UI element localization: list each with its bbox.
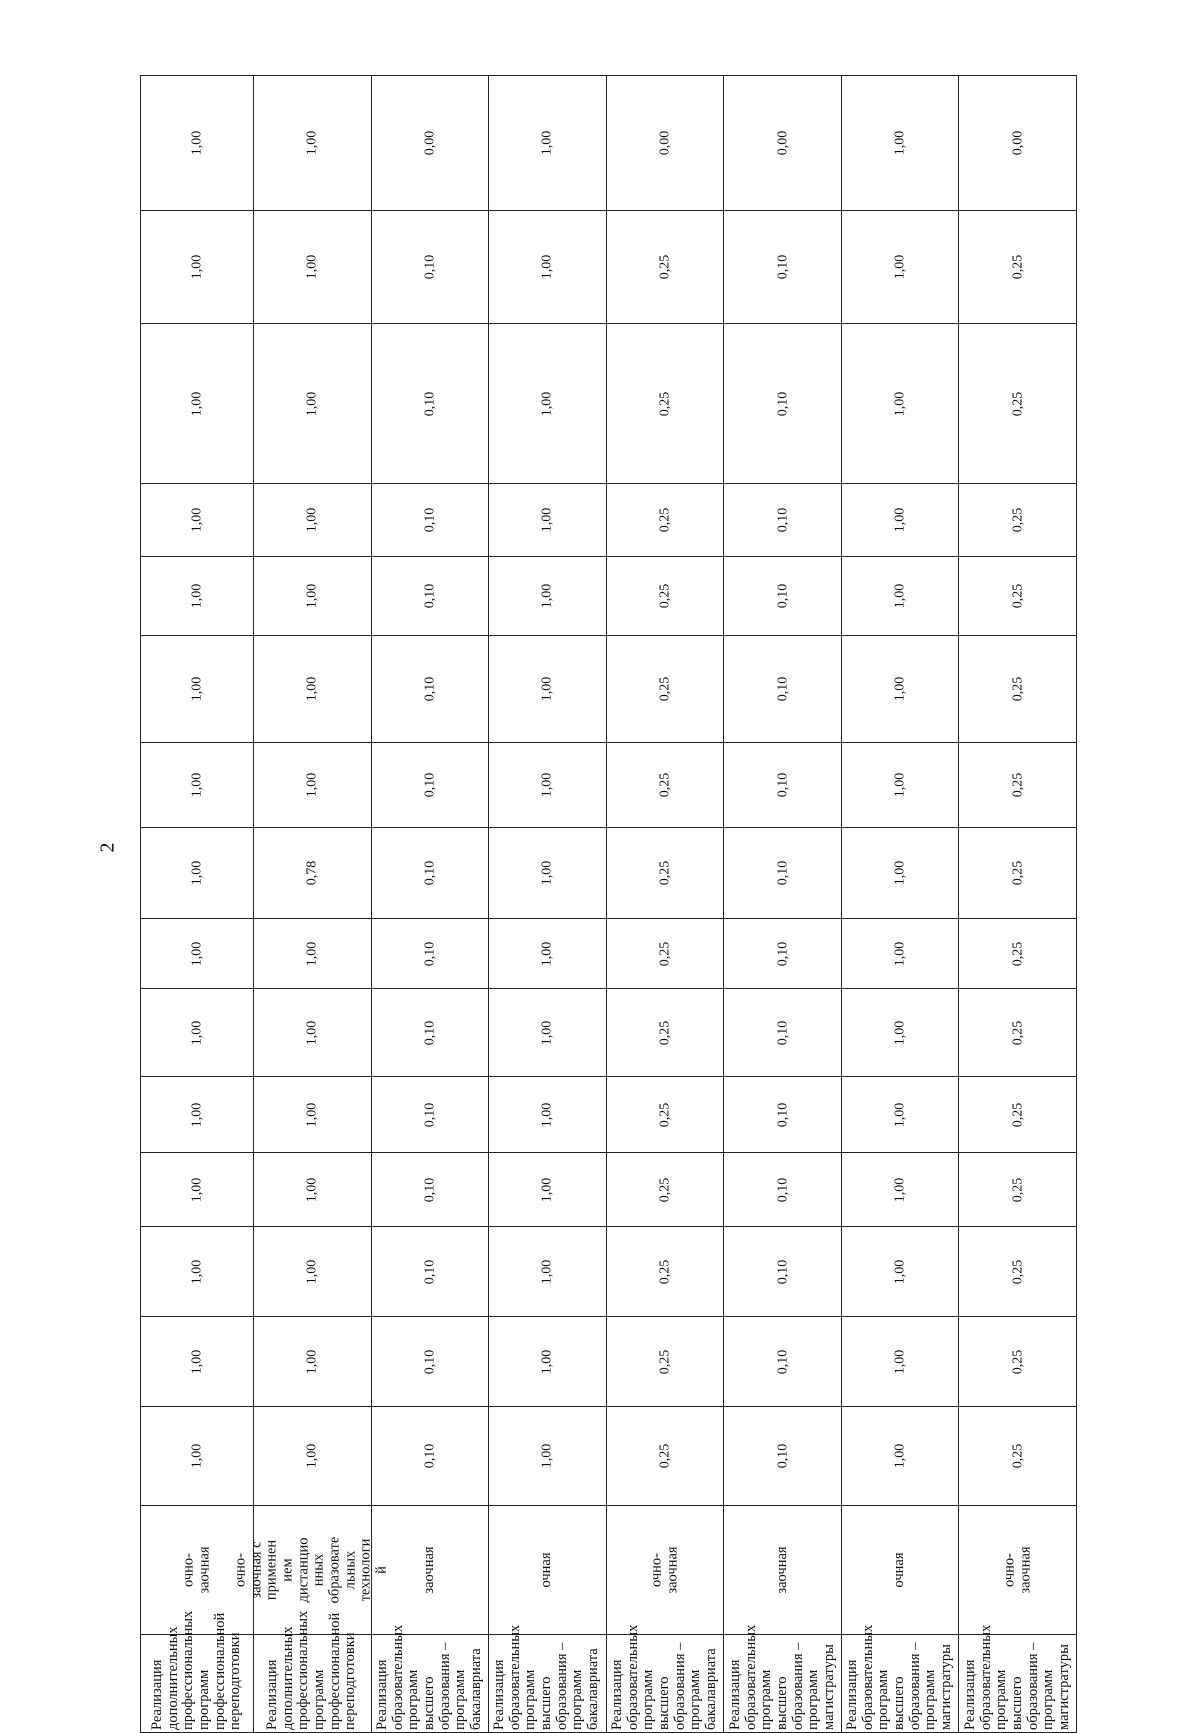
value-cell <box>371 919 489 989</box>
value-cell <box>724 1077 842 1153</box>
value-cell <box>371 1153 489 1227</box>
value-cell <box>489 484 607 557</box>
value: 1,00 <box>892 1177 908 1202</box>
value: 0,10 <box>422 1020 438 1045</box>
value-cell <box>254 484 372 557</box>
study-form: очно- заочная с применен ием дистанцио нных образовате льных технологи й <box>233 1536 390 1604</box>
value-cell <box>724 324 842 484</box>
value: 0,25 <box>657 1020 673 1045</box>
table-row <box>141 324 1077 484</box>
value-cell <box>489 1077 607 1153</box>
table-row <box>141 1317 1077 1407</box>
value-cell <box>959 76 1077 211</box>
value: 0,10 <box>774 941 790 966</box>
study-form: заочная <box>773 1546 790 1594</box>
study-form: очная <box>891 1552 908 1588</box>
value-cell <box>606 636 724 743</box>
value-cell <box>959 484 1077 557</box>
page-number: 2 <box>96 842 119 853</box>
value: 1,00 <box>304 1443 320 1469</box>
table-row <box>141 919 1077 989</box>
program-name-cell <box>959 1624 1077 1733</box>
value: 0,25 <box>657 254 673 280</box>
value-cell <box>724 743 842 828</box>
coefficient-table <box>140 75 1077 1733</box>
value: 1,00 <box>892 391 908 416</box>
value-cell <box>841 1153 959 1227</box>
value-cell <box>371 484 489 557</box>
value-cell <box>606 1153 724 1227</box>
value: 1,00 <box>304 1349 320 1374</box>
table-row <box>141 1407 1077 1506</box>
value-cell <box>724 636 842 743</box>
table-row <box>141 1635 1077 1733</box>
value: 0,78 <box>304 860 320 886</box>
value-cell <box>606 76 724 211</box>
value: 1,00 <box>189 772 205 798</box>
value: 1,00 <box>304 254 320 280</box>
value: 0,10 <box>774 1020 790 1045</box>
value-cell <box>489 1227 607 1317</box>
value: 0,25 <box>657 507 673 533</box>
value-cell <box>141 1407 254 1506</box>
value-cell <box>724 211 842 324</box>
value: 1,00 <box>539 583 555 609</box>
value-cell <box>141 828 254 919</box>
value: 1,00 <box>304 1259 320 1284</box>
value: 1,00 <box>304 130 320 156</box>
value: 0,10 <box>422 1102 438 1127</box>
table-row <box>141 1227 1077 1317</box>
value-cell <box>959 636 1077 743</box>
value-cell <box>254 211 372 324</box>
value-cell <box>724 76 842 211</box>
program-name-cell <box>489 1624 607 1733</box>
value: 1,00 <box>304 676 320 702</box>
value-cell <box>841 989 959 1077</box>
value-cell <box>724 828 842 919</box>
value-cell <box>724 919 842 989</box>
table-row <box>141 636 1077 743</box>
value: 0,00 <box>657 130 673 156</box>
value-cell <box>606 1407 724 1506</box>
value: 0,10 <box>422 507 438 533</box>
value-cell <box>959 1077 1077 1153</box>
value: 1,00 <box>304 941 320 966</box>
value: 0,25 <box>1010 1020 1026 1045</box>
study-form: заочная <box>421 1546 438 1594</box>
value-cell <box>606 743 724 828</box>
value-cell <box>724 557 842 636</box>
table-row <box>141 1077 1077 1153</box>
value: 1,00 <box>189 130 205 156</box>
value-cell <box>841 1407 959 1506</box>
value-cell <box>724 1153 842 1227</box>
value-cell <box>724 1227 842 1317</box>
value: 1,00 <box>189 860 205 886</box>
value: 0,10 <box>422 1443 438 1469</box>
value-cell <box>489 1407 607 1506</box>
table-row <box>141 557 1077 636</box>
value: 0,10 <box>774 583 790 609</box>
value: 0,10 <box>422 1177 438 1202</box>
program-name-cell <box>606 1624 724 1733</box>
value-cell <box>371 211 489 324</box>
value: 1,00 <box>892 507 908 533</box>
value: 0,10 <box>422 860 438 886</box>
value: 0,25 <box>657 772 673 798</box>
value: 1,00 <box>304 1102 320 1127</box>
study-form-cell <box>489 1506 607 1635</box>
value: 0,10 <box>774 676 790 702</box>
value: 0,25 <box>657 1177 673 1202</box>
value-cell <box>371 989 489 1077</box>
value-cell <box>606 828 724 919</box>
program-name: Реализация образовательных программ высшего образования – программ магистратуры <box>726 1624 837 1730</box>
value: 1,00 <box>189 583 205 609</box>
program-name: Реализация образовательных программ высшего образования – программ магистратуры <box>844 1624 955 1730</box>
value-cell <box>959 743 1077 828</box>
value-cell <box>254 989 372 1077</box>
value-cell <box>841 484 959 557</box>
value-cell <box>606 1227 724 1317</box>
value-cell <box>141 1317 254 1407</box>
value: 1,00 <box>892 1259 908 1284</box>
program-name: Реализация образовательных программ высшего образования – программ бакалавриата <box>609 1624 720 1730</box>
value: 0,25 <box>657 583 673 609</box>
value: 0,10 <box>422 254 438 280</box>
value: 0,10 <box>774 1349 790 1374</box>
value-cell <box>959 1317 1077 1407</box>
value: 1,00 <box>189 1259 205 1284</box>
value-cell <box>489 76 607 211</box>
value-cell <box>606 211 724 324</box>
value: 0,25 <box>657 941 673 966</box>
value-cell <box>841 211 959 324</box>
value-cell <box>724 1317 842 1407</box>
value-cell <box>254 557 372 636</box>
value-cell <box>141 76 254 211</box>
value: 1,00 <box>189 391 205 416</box>
value: 0,25 <box>657 1443 673 1469</box>
value: 1,00 <box>304 391 320 416</box>
value: 0,10 <box>774 860 790 886</box>
value-cell <box>489 989 607 1077</box>
value: 0,25 <box>657 1102 673 1127</box>
value: 1,00 <box>539 772 555 798</box>
value-cell <box>959 919 1077 989</box>
value-cell <box>606 1317 724 1407</box>
value: 0,25 <box>1010 1259 1026 1284</box>
value: 1,00 <box>892 254 908 280</box>
value: 1,00 <box>539 1102 555 1127</box>
program-name: Реализация дополнительных профессиональных программ профессиональной переподготовки <box>149 1610 244 1730</box>
program-name-cell <box>724 1624 842 1733</box>
value: 0,25 <box>657 391 673 416</box>
table-row <box>141 828 1077 919</box>
value-cell <box>489 919 607 989</box>
value-cell <box>254 828 372 919</box>
value-cell <box>841 1227 959 1317</box>
value: 1,00 <box>189 507 205 533</box>
study-form-cell <box>371 1506 489 1635</box>
value-cell <box>141 557 254 636</box>
value: 0,25 <box>657 1349 673 1374</box>
value: 0,10 <box>774 1177 790 1202</box>
value: 1,00 <box>189 1443 205 1469</box>
value-cell <box>489 324 607 484</box>
value-cell <box>371 636 489 743</box>
value-cell <box>959 1227 1077 1317</box>
value-cell <box>254 919 372 989</box>
value: 0,10 <box>422 391 438 416</box>
study-form: очная <box>538 1552 555 1588</box>
value: 0,25 <box>1010 1443 1026 1469</box>
value-cell <box>841 324 959 484</box>
value-cell <box>141 636 254 743</box>
value-cell <box>959 989 1077 1077</box>
value: 0,25 <box>1010 676 1026 702</box>
value-cell <box>371 743 489 828</box>
value-cell <box>141 324 254 484</box>
value: 1,00 <box>892 583 908 609</box>
value-cell <box>841 1077 959 1153</box>
value: 0,25 <box>1010 1102 1026 1127</box>
program-name: Реализация дополнительных профессиональных программ профессиональной переподготовки <box>264 1610 359 1730</box>
value: 0,25 <box>657 860 673 886</box>
study-form: очно- заочная <box>1001 1546 1033 1594</box>
value: 0,10 <box>774 254 790 280</box>
value-cell <box>724 1407 842 1506</box>
value-cell <box>841 557 959 636</box>
value: 1,00 <box>539 676 555 702</box>
value-cell <box>841 1317 959 1407</box>
value: 0,25 <box>1010 941 1026 966</box>
value-cell <box>959 1407 1077 1506</box>
value: 1,00 <box>892 772 908 798</box>
value-cell <box>254 1407 372 1506</box>
value: 0,10 <box>774 772 790 798</box>
study-form-cell <box>606 1506 724 1635</box>
study-form-cell <box>841 1506 959 1635</box>
value: 0,25 <box>657 676 673 702</box>
value: 1,00 <box>539 1443 555 1469</box>
value: 0,10 <box>774 507 790 533</box>
value: 1,00 <box>539 1177 555 1202</box>
value: 1,00 <box>304 772 320 798</box>
value-cell <box>254 1153 372 1227</box>
value: 1,00 <box>539 254 555 280</box>
value-cell <box>959 557 1077 636</box>
value-cell <box>254 636 372 743</box>
study-form: очно- заочная <box>180 1546 213 1594</box>
value: 1,00 <box>304 1177 320 1202</box>
value-cell <box>841 828 959 919</box>
study-form: очно- заочная <box>648 1546 680 1594</box>
value: 1,00 <box>189 254 205 280</box>
value: 0,10 <box>422 583 438 609</box>
table-row <box>141 76 1077 211</box>
value-cell <box>254 1227 372 1317</box>
value-cell <box>724 989 842 1077</box>
value: 1,00 <box>539 860 555 886</box>
value: 1,00 <box>892 1020 908 1045</box>
program-name: Реализация образовательных программ высшего образования – программ бакалавриата <box>491 1624 602 1730</box>
value: 1,00 <box>892 1443 908 1469</box>
program-name-cell <box>371 1624 489 1733</box>
value: 0,10 <box>422 941 438 966</box>
value: 1,00 <box>892 941 908 966</box>
value: 1,00 <box>304 1020 320 1045</box>
value-cell <box>254 324 372 484</box>
value: 1,00 <box>189 941 205 966</box>
value: 1,00 <box>189 1349 205 1374</box>
value: 0,10 <box>422 772 438 798</box>
value-cell <box>141 989 254 1077</box>
value-cell <box>141 919 254 989</box>
value-cell <box>959 324 1077 484</box>
value: 0,10 <box>774 391 790 416</box>
table-row <box>141 1506 1077 1635</box>
value-cell <box>141 1153 254 1227</box>
value: 1,00 <box>892 1349 908 1374</box>
value-cell <box>141 1227 254 1317</box>
table-row <box>141 1153 1077 1227</box>
value-cell <box>254 743 372 828</box>
value-cell <box>371 1407 489 1506</box>
value: 0,25 <box>1010 507 1026 533</box>
value-cell <box>489 557 607 636</box>
value: 1,00 <box>189 1020 205 1045</box>
value-cell <box>606 557 724 636</box>
value: 1,00 <box>539 507 555 533</box>
value-cell <box>254 1317 372 1407</box>
table-row <box>141 211 1077 324</box>
value-cell <box>371 1077 489 1153</box>
value-cell <box>489 828 607 919</box>
value: 0,10 <box>774 1443 790 1469</box>
program-name-cell <box>141 1610 254 1733</box>
program-name: Реализация образовательных программ высшего образования – программ магистратуры <box>961 1624 1072 1730</box>
value-cell <box>606 324 724 484</box>
table-row <box>141 484 1077 557</box>
value: 0,10 <box>774 1259 790 1284</box>
value-cell <box>141 484 254 557</box>
value-cell <box>141 1077 254 1153</box>
table-row <box>141 743 1077 828</box>
value-cell <box>371 828 489 919</box>
value-cell <box>254 1077 372 1153</box>
value-cell <box>489 1317 607 1407</box>
value: 0,10 <box>774 1102 790 1127</box>
program-name-cell <box>254 1610 372 1733</box>
value: 1,00 <box>539 941 555 966</box>
value: 0,25 <box>657 1259 673 1284</box>
value-cell <box>841 636 959 743</box>
value: 1,00 <box>892 1102 908 1127</box>
value-cell <box>489 743 607 828</box>
program-name-cell <box>841 1624 959 1733</box>
table-row <box>141 989 1077 1077</box>
value: 0,25 <box>1010 391 1026 416</box>
study-form-cell <box>233 1506 390 1635</box>
value: 1,00 <box>539 130 555 156</box>
value-cell <box>959 211 1077 324</box>
value: 0,25 <box>1010 254 1026 280</box>
value: 1,00 <box>539 1259 555 1284</box>
value-cell <box>371 1227 489 1317</box>
value: 0,25 <box>1010 1177 1026 1202</box>
value: 0,00 <box>774 130 790 156</box>
value-cell <box>841 76 959 211</box>
value: 1,00 <box>304 583 320 609</box>
value: 1,00 <box>539 1020 555 1045</box>
program-name: Реализация образовательных программ высшего образования – программ бакалавриата <box>374 1624 485 1730</box>
value: 0,00 <box>422 130 438 156</box>
value: 0,25 <box>1010 583 1026 609</box>
value-cell <box>141 211 254 324</box>
value-cell <box>141 743 254 828</box>
value-cell <box>489 1153 607 1227</box>
value: 1,00 <box>539 391 555 416</box>
value-cell <box>606 919 724 989</box>
value-cell <box>489 211 607 324</box>
value: 1,00 <box>189 676 205 702</box>
value: 1,00 <box>189 1102 205 1127</box>
value: 1,00 <box>539 1349 555 1374</box>
value-cell <box>841 743 959 828</box>
value-cell <box>841 919 959 989</box>
value: 1,00 <box>892 860 908 886</box>
value-cell <box>371 76 489 211</box>
value-cell <box>606 989 724 1077</box>
value-cell <box>489 636 607 743</box>
value-cell <box>606 484 724 557</box>
value: 0,10 <box>422 1349 438 1374</box>
value: 0,00 <box>1010 130 1026 156</box>
value-cell <box>959 1153 1077 1227</box>
value: 1,00 <box>892 676 908 702</box>
value: 1,00 <box>892 130 908 156</box>
value-cell <box>371 324 489 484</box>
value: 1,00 <box>189 1177 205 1202</box>
value: 0,25 <box>1010 772 1026 798</box>
value: 0,10 <box>422 1259 438 1284</box>
value: 0,25 <box>1010 860 1026 886</box>
study-form-cell <box>959 1506 1077 1635</box>
value-cell <box>371 1317 489 1407</box>
value: 1,00 <box>304 507 320 533</box>
value: 0,10 <box>422 676 438 702</box>
value-cell <box>724 484 842 557</box>
value-cell <box>959 828 1077 919</box>
value-cell <box>371 557 489 636</box>
value: 0,25 <box>1010 1349 1026 1374</box>
value-cell <box>254 76 372 211</box>
study-form-cell <box>724 1506 842 1635</box>
value-cell <box>606 1077 724 1153</box>
